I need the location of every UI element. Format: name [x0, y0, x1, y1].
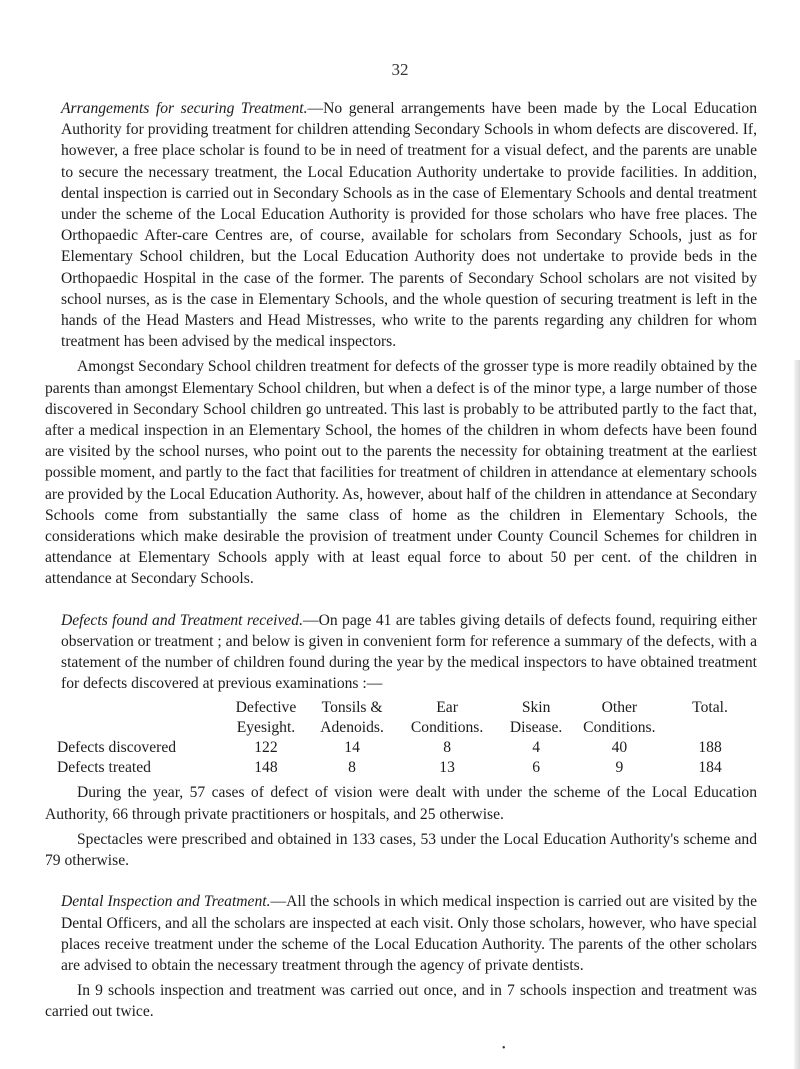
table-cell: 14	[344, 739, 360, 757]
table-cell: 8	[348, 759, 356, 777]
page-body	[45, 98, 757, 1023]
arrangements-paragraph	[61, 98, 757, 352]
table-row	[45, 758, 757, 778]
table-header-ear: Ear Conditions.	[410, 699, 484, 737]
table-cell: 4	[532, 739, 541, 757]
arrangements-text: —No general arrangements have been made by the Local Education Authority for providing treatment for children attending Secondary Schools in whom defects are discovered. If, however, a free place scholar is found to be in need of treatment for a visual defect, and the parents are unable to secure the necessary treatment, the Local Education Authority undertake to provide facilities. In addition, dental inspection is carried out in Secondary Schools as in the case of Elementary Schools and dental treatment under the scheme of the Local Education Authority is provided for those scholars who have free places. The Orthopaedic After-care Centres are, of course, available for scholars from Secondary Schools, just as for Elementary School children, but the Local Education Authority does not undertake to provide beds in the Orthopaedic Hospital in the case of the former. The parents of Secondary School scholars are not visited by school nurses, as is the case in Elementary Schools, and the whole question of securing treatment is left in the hands of the Head Masters and Head Mistresses, who write to the parents regarding any children for whom treatment has been advised by the medical inspectors.	[61, 100, 757, 351]
table-header-skin: Skin Disease.	[509, 699, 563, 737]
table-cell: 8	[443, 739, 451, 757]
page-edge-shadow	[794, 360, 800, 1069]
table-cell: 6	[532, 759, 541, 777]
dental-schools-paragraph: In 9 schools inspection and treatment was carried out once, and in 7 schools inspection and treatment was carried out twice.	[45, 982, 757, 1021]
table-header-eyesight: Defective Eyesight.	[235, 699, 297, 737]
table-cell: 40	[611, 739, 628, 757]
row-label: Defects treated	[57, 759, 151, 777]
secondary-treatment-paragraph: Amongst Secondary School children treatment for defects of the grosser type is more readily obtained by the parents than amongst Elementary School children, but when a defect is of the minor type, a large number of those discovered in Secondary School children go untreated. This last is probably to be attributed partly to the fact that, after a medical inspection in an Elementary School, the homes of the children in whom defects have been found are visited by the school nurses, who point out to the parents the necessity for obtaining treatment at the earliest possible moment, and partly to the fact that facilities for treatment of children in attendance at elementary schools are provided by the Local Education Authority. As, however, about half of the children in attendance at Secondary Schools come from substantially the same class of home as the children in Elementary Schools, the considerations which make desirable the provision of treatment under County Council Schemes for children in attendance at Elementary Schools apply with at least equal force to about 50 per cent. of the children in attendance at Secondary Schools.	[45, 358, 757, 588]
table-cell: 184	[698, 759, 722, 777]
table-header-row	[45, 698, 757, 738]
defects-summary-table	[45, 698, 757, 778]
table-header-blank	[45, 698, 225, 738]
dental-text: —All the schools in which medical inspection is carried out are visited by the Dental Officers, and all the scholars are inspected at each visit. Only those scholars, however, who have special places receive treatment under the scheme of the Local Education Authority. The parents of the other scholars are advised to obtain the necessary treatment through the agency of private dentists.	[61, 893, 758, 974]
table-header-total: Total.	[692, 699, 728, 717]
table-header-tonsils: Tonsils & Adenoids.	[320, 699, 384, 737]
row-label: Defects discovered	[57, 739, 177, 757]
ink-speck: •	[502, 1043, 506, 1054]
table-cell: 148	[254, 759, 278, 777]
dental-paragraph	[61, 891, 757, 976]
arrangements-heading: Arrangements for securing Treatment.	[61, 100, 308, 117]
table-cell: 122	[254, 739, 278, 757]
spectacles-paragraph: Spectacles were prescribed and obtained in 133 cases, 53 under the Local Education Authority's scheme and 79 otherwise.	[45, 830, 757, 870]
page-number: 32	[391, 60, 409, 79]
dental-heading: Dental Inspection and Treatment.	[61, 893, 271, 911]
defects-paragraph	[61, 610, 757, 695]
table-cell: 9	[615, 759, 624, 777]
table-cell: 13	[439, 759, 455, 777]
table-row	[45, 738, 757, 758]
table-header-other: Other Conditions.	[583, 699, 656, 737]
table-cell: 188	[698, 739, 722, 757]
defects-intro-text: —On page 41 are tables giving details of defects found, requiring either observation or treatment ; and below is given in convenient form for reference a summary of the defects, with a statement of the number of children found during the year by the medical inspectors to have obtained treatment for defects discovered at previous examinations :—	[61, 611, 757, 693]
vision-paragraph: During the year, 57 cases of defect of vision were dealt with under the scheme of the Local Education Authority, 66 through private practitioners or hospitals, and 25 otherwise.	[45, 784, 757, 823]
defects-heading: Defects found and Treatment received.	[61, 611, 303, 629]
